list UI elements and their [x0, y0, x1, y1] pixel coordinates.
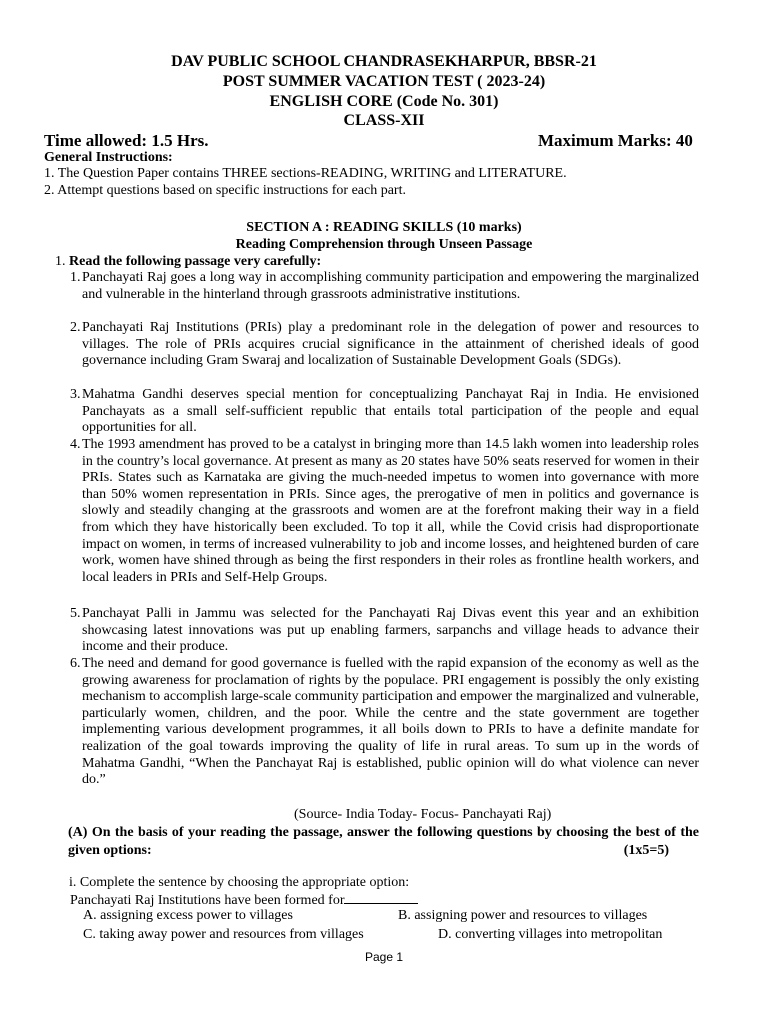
paragraph-text: The 1993 amendment has proved to be a catalyst in bringing more than 14.5 lakh women into leadership roles in the country’s local governance. At present as many as 20 states have 50% seats reserved for women in their PRIs. States such as Karnataka are giving the much-needed impetus to women into governance with more than 50% women representation in PRIs. Since ages, the prerogative of men in politics and governance is slowly and steadily changing at the grassroots and women are at the forefront making their way in a field from which they have historically been excluded. To top it all, while the Covid crisis had disproportionate impact on women, in terms of increased vulnerability to job and income losses, and heightened burden of care work, women have shined through as being the first responders in their roles as frontline health workers, and local leaders in PRIs and Self-Help Groups.	[82, 437, 699, 585]
question-1	[55, 254, 321, 270]
option-b: B. assigning power and resources to villages	[398, 908, 648, 923]
paragraph-text: Panchayat Palli in Jammu was selected for the Panchayati Raj Divas event this year and an exhibition showcasing latest innovations was put up enabling farmers, sarpanchs and village heads to advance their income and their produce.	[82, 606, 699, 655]
part-a-text: (A) On the basis of your reading the passage, answer the following questions by choosing the best of the given options:	[68, 825, 699, 858]
paragraph-text: Panchayati Raj Institutions (PRIs) play a predominant role in the delegation of power and resources to villages. The role of PRIs acquires crucial significance in the attainment of cherished ideals of good governance including Gram Swaraj and localization of Sustainable Development Goals (SDGs).	[82, 320, 699, 369]
paragraph-text: Mahatma Gandhi deserves special mention for conceptualizing Panchayat Raj in India. He envisioned Panchayats as a small self-sufficient republic that entails total participation of the people and equal opportunities for all.	[82, 387, 699, 436]
passage-source: (Source- India Today- Focus- Panchayati Raj)	[294, 807, 552, 822]
question-i-stem	[70, 891, 418, 909]
maximum-marks: Maximum Marks: 40	[538, 131, 693, 150]
part-a-instructions	[68, 824, 699, 860]
passage-paragraph	[70, 606, 699, 656]
paragraph-number: 3.	[70, 387, 81, 402]
time-allowed: Time allowed: 1.5 Hrs.	[44, 131, 209, 150]
passage-paragraph	[70, 437, 699, 586]
option-a: A. assigning excess power to villages	[83, 908, 293, 923]
page-number: Page 1	[364, 950, 404, 964]
passage-paragraph	[70, 270, 699, 303]
passage-paragraph	[70, 387, 699, 437]
question-i-prompt: i. Complete the sentence by choosing the appropriate option:	[69, 875, 410, 890]
section-title: SECTION A : READING SKILLS (10 marks)	[246, 220, 522, 235]
class-title: CLASS-XII	[343, 112, 425, 129]
option-d: D. converting villages into metropolitan	[438, 927, 663, 942]
paragraph-number: 2.	[70, 320, 81, 335]
question-text: Read the following passage very carefully:	[69, 254, 322, 269]
question-i-stem-text: Panchayati Raj Institutions have been formed for	[70, 893, 345, 908]
paragraph-text: The need and demand for good governance is fuelled with the rapid expansion of the economy as well as the growing awareness for proclamation of rights by the populace. PRI engagement is possibly the only existing mechanism to accomplish large-scale community participation and empower the marginalized and vulnerable, particularly women, children, and the poor. While the centre and the state government are together implementing various development programmes, it all boils down to PRIs to have a definite mandate for realization of the goal towards improving the quality of life in rural areas. To sum up in the words of Mahatma Gandhi, “When the Panchayat Raj is established, public opinion will do what violence can never do.”	[82, 656, 699, 788]
instruction-item: 2. Attempt questions based on specific instructions for each part.	[44, 183, 406, 198]
paragraph-number: 6.	[70, 656, 81, 671]
part-a-marks: (1x5=5)	[623, 843, 669, 858]
section-subtitle: Reading Comprehension through Unseen Passage	[235, 237, 533, 252]
paragraph-text: Panchayati Raj goes a long way in accomplishing community participation and empowering the marginalized and vulnerable in the hinterland through grassroots administrative institutions.	[82, 270, 699, 302]
option-c: C. taking away power and resources from villages	[83, 927, 364, 942]
passage-paragraph	[70, 656, 699, 789]
paragraph-number: 5.	[70, 606, 81, 621]
instructions-title: General Instructions:	[44, 150, 173, 165]
passage-paragraph	[70, 320, 699, 370]
test-title: POST SUMMER VACATION TEST ( 2023-24)	[222, 73, 546, 90]
instruction-item: 1. The Question Paper contains THREE sections-READING, WRITING and LITERATURE.	[44, 166, 567, 181]
answer-blank	[344, 891, 418, 904]
question-number: 1.	[55, 254, 66, 269]
school-name: DAV PUBLIC SCHOOL CHANDRASEKHARPUR, BBSR-21	[171, 53, 597, 70]
paragraph-number: 1.	[70, 270, 81, 285]
subject-title: ENGLISH CORE (Code No. 301)	[269, 93, 499, 110]
paragraph-number: 4.	[70, 437, 81, 452]
